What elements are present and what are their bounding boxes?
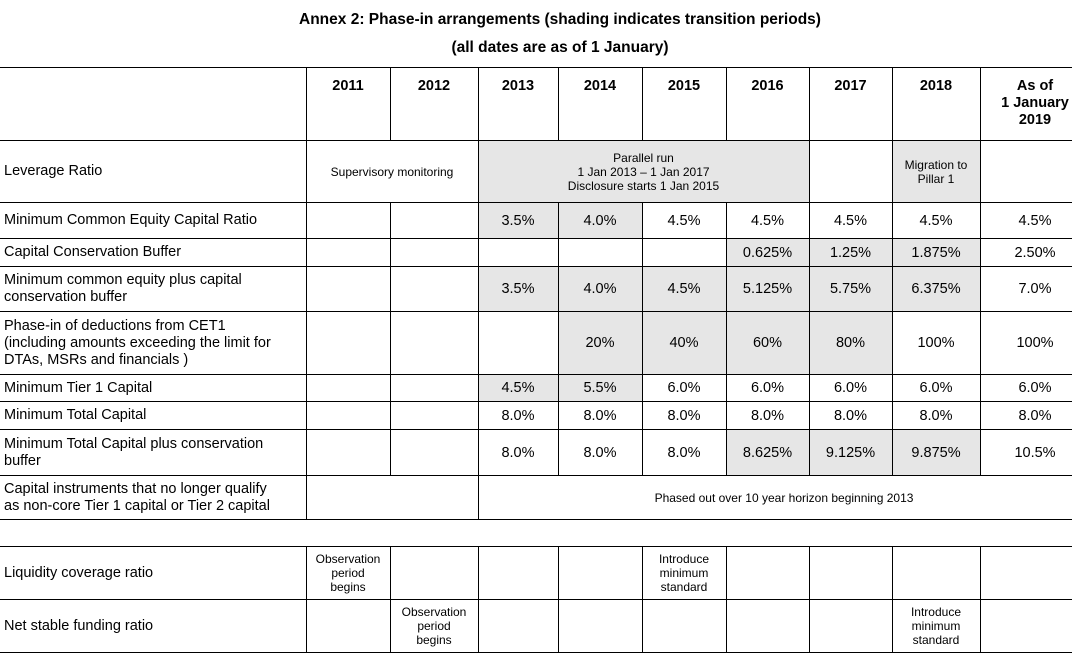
cell-2011: Observation period begins (306, 547, 390, 600)
cell-2017: 1.25% (809, 239, 892, 267)
cell-empty (306, 312, 390, 375)
row-label: Minimum Common Equity Capital Ratio (0, 203, 306, 239)
cell-empty (478, 239, 558, 267)
cell-2013: 8.0% (478, 402, 558, 430)
cell-2017: 5.75% (809, 267, 892, 312)
cell-2014: 8.0% (558, 402, 642, 430)
cell-empty (306, 375, 390, 402)
cell-empty (809, 547, 892, 600)
header-row (0, 68, 1072, 141)
cell-empty (390, 402, 478, 430)
cell-empty (306, 267, 390, 312)
cell-2014: 8.0% (558, 430, 642, 476)
cell-2014: 4.0% (558, 267, 642, 312)
cell-empty (306, 239, 390, 267)
cell-empty (642, 600, 726, 653)
cell-empty (980, 547, 1072, 600)
cell-2014: 5.5% (558, 375, 642, 402)
cell-2017: 80% (809, 312, 892, 375)
cell-empty (478, 547, 558, 600)
cell-empty (478, 312, 558, 375)
cell-empty (390, 312, 478, 375)
row-label: Capital instruments that no longer qualify as non-core Tier 1 capital or Tier 2 capital (0, 476, 306, 520)
annex-subtitle: (all dates are as of 1 January) (451, 39, 669, 56)
header-2017: 2017 (809, 68, 892, 141)
cell-2018: 8.0% (892, 402, 980, 430)
cell-2016: 8.0% (726, 402, 809, 430)
row-capital-instruments (0, 476, 1072, 520)
cell-2019: 6.0% (980, 375, 1072, 402)
cell-empty (390, 239, 478, 267)
cell-2019: 100% (980, 312, 1072, 375)
row-label: Minimum Total Capital plus conservation buffer (0, 430, 306, 476)
migration-to-pillar-1: Migration to Pillar 1 (892, 141, 980, 203)
row-label: Leverage Ratio (0, 141, 306, 203)
cell-empty (642, 239, 726, 267)
row-label: Capital Conservation Buffer (0, 239, 306, 267)
cell-2014: 20% (558, 312, 642, 375)
cell-2016: 4.5% (726, 203, 809, 239)
cell-2018: Introduce minimum standard (892, 600, 980, 653)
cell-2015: 4.5% (642, 267, 726, 312)
cell-2015: Introduce minimum standard (642, 547, 726, 600)
cell-empty (809, 141, 892, 203)
cell-empty (558, 239, 642, 267)
cell-2015: 8.0% (642, 430, 726, 476)
spacer-row (0, 520, 1072, 547)
cell-2013: 8.0% (478, 430, 558, 476)
header-2014: 2014 (558, 68, 642, 141)
header-2011: 2011 (306, 68, 390, 141)
row-label: Liquidity coverage ratio (0, 547, 306, 600)
header-2015: 2015 (642, 68, 726, 141)
row-min-ce-plus-ccb (0, 267, 1072, 312)
row-leverage-ratio (0, 141, 1072, 203)
cell-2018: 6.375% (892, 267, 980, 312)
phase-in-table (0, 67, 1072, 653)
cell-empty (390, 203, 478, 239)
cell-2018: 1.875% (892, 239, 980, 267)
cell-2017: 6.0% (809, 375, 892, 402)
cell-empty (390, 375, 478, 402)
row-min-tier1 (0, 375, 1072, 402)
cell-2018: 9.875% (892, 430, 980, 476)
cell-2016: 6.0% (726, 375, 809, 402)
header-2016: 2016 (726, 68, 809, 141)
cell-2017: 4.5% (809, 203, 892, 239)
header-2013: 2013 (478, 68, 558, 141)
row-liquidity-coverage-ratio (0, 547, 1072, 600)
annex-title: Annex 2: Phase-in arrangements (shading indicates transition periods) (299, 11, 821, 28)
row-min-total-capital-ccb (0, 430, 1072, 476)
header-2012: 2012 (390, 68, 478, 141)
row-label: Phase-in of deductions from CET1 (including amounts exceeding the limit for DTAs, MSRs and financials ) (0, 312, 306, 375)
row-label: Minimum Total Capital (0, 402, 306, 430)
cell-empty (726, 547, 809, 600)
spacer-cell (0, 520, 1072, 547)
cell-2016: 5.125% (726, 267, 809, 312)
cell-2019: 8.0% (980, 402, 1072, 430)
header-2018: 2018 (892, 68, 980, 141)
cell-empty (390, 267, 478, 312)
cell-2015: 6.0% (642, 375, 726, 402)
cell-empty (892, 547, 980, 600)
cell-empty (306, 203, 390, 239)
cell-empty (980, 600, 1072, 653)
cell-2019: 4.5% (980, 203, 1072, 239)
cell-2018: 6.0% (892, 375, 980, 402)
cell-empty (390, 547, 478, 600)
cell-empty (306, 476, 478, 520)
cell-2015: 8.0% (642, 402, 726, 430)
cell-2013: 3.5% (478, 203, 558, 239)
row-label: Minimum common equity plus capital conservation buffer (0, 267, 306, 312)
cell-empty (809, 600, 892, 653)
row-net-stable-funding-ratio (0, 600, 1072, 653)
cell-2016: 0.625% (726, 239, 809, 267)
cell-2016: 8.625% (726, 430, 809, 476)
cell-empty (306, 600, 390, 653)
cell-2018: 4.5% (892, 203, 980, 239)
cell-2017: 8.0% (809, 402, 892, 430)
cell-empty (558, 547, 642, 600)
row-min-total-capital (0, 402, 1072, 430)
cell-empty (306, 430, 390, 476)
row-min-common-equity (0, 203, 1072, 239)
cell-empty (726, 600, 809, 653)
row-capital-conservation-buffer (0, 239, 1072, 267)
cell-empty (390, 430, 478, 476)
cell-2014: 4.0% (558, 203, 642, 239)
cell-2017: 9.125% (809, 430, 892, 476)
header-2019: As of 1 January 2019 (980, 68, 1072, 141)
cell-2018: 100% (892, 312, 980, 375)
cell-empty (558, 600, 642, 653)
row-deductions-cet1 (0, 312, 1072, 375)
cell-empty (478, 600, 558, 653)
cell-2019: 7.0% (980, 267, 1072, 312)
cell-2019: 10.5% (980, 430, 1072, 476)
phase-out-note: Phased out over 10 year horizon beginning 2013 (478, 476, 1072, 520)
cell-2019: 2.50% (980, 239, 1072, 267)
header-corner (0, 68, 306, 141)
cell-empty (306, 402, 390, 430)
cell-2016: 60% (726, 312, 809, 375)
parallel-run: Parallel run 1 Jan 2013 – 1 Jan 2017 Disclosure starts 1 Jan 2015 (478, 141, 809, 203)
cell-2015: 40% (642, 312, 726, 375)
row-label: Minimum Tier 1 Capital (0, 375, 306, 402)
cell-2013: 3.5% (478, 267, 558, 312)
cell-2015: 4.5% (642, 203, 726, 239)
cell-empty (980, 141, 1072, 203)
cell-2013: 4.5% (478, 375, 558, 402)
row-label: Net stable funding ratio (0, 600, 306, 653)
supervisory-monitoring: Supervisory monitoring (306, 141, 478, 203)
cell-2012: Observation period begins (390, 600, 478, 653)
